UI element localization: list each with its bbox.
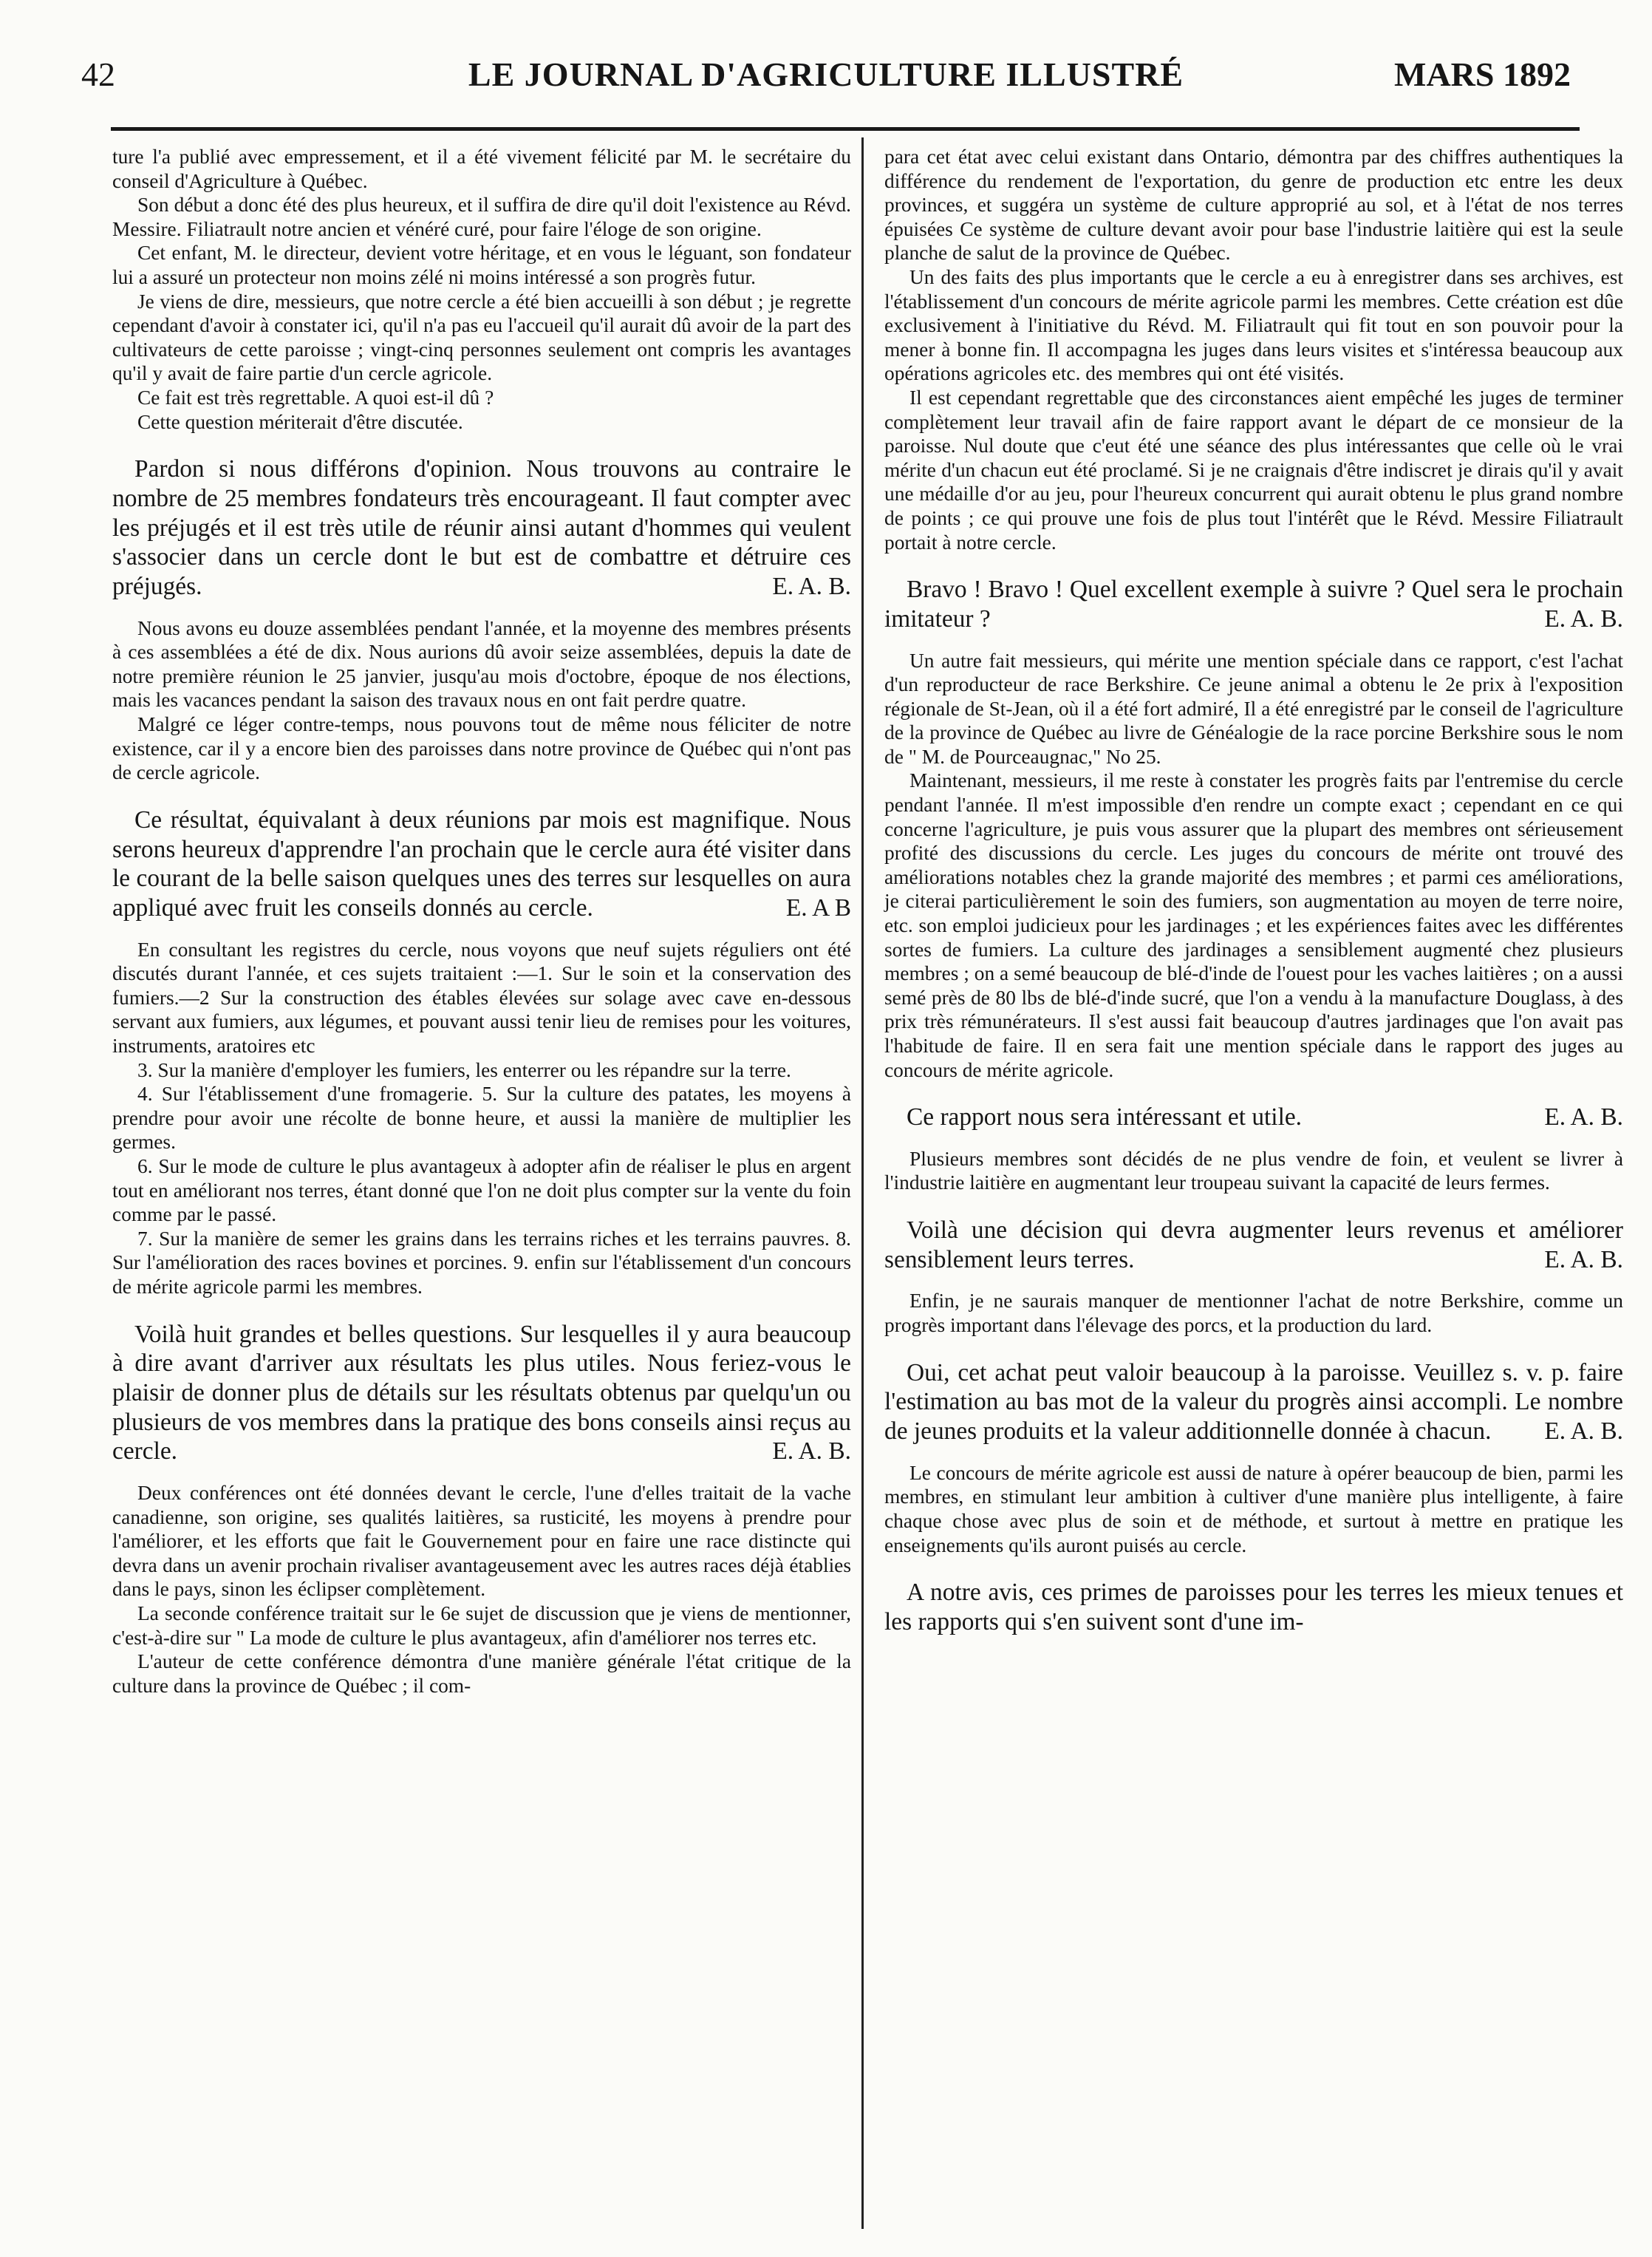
column-divider bbox=[861, 137, 864, 2229]
editor-signature: E. A. B. bbox=[772, 1437, 851, 1465]
comment-text: Voilà une décision qui devra augmenter leurs revenus et améliorer sensiblement leurs terres. bbox=[884, 1216, 1623, 1273]
comment-text: Oui, cet achat peut valoir beaucoup à la paroisse. Veuillez s. v. p. faire l'estimation au bas mot de la valeur du progrès ainsi accompli. Le nombre de jeunes produits et la valeur additionnelle donnée à chacun. bbox=[884, 1358, 1623, 1446]
issue-date: MARS 1892 bbox=[1394, 55, 1571, 93]
comment-text: A notre avis, ces primes de paroisses pour les terres les mieux tenues et les rapports qui s'en suivent sont d'une im- bbox=[884, 1579, 1623, 1635]
journal-title: LE JOURNAL D'AGRICULTURE ILLUSTRÉ bbox=[468, 55, 1184, 93]
header-rule bbox=[111, 127, 1580, 131]
comment-text: Bravo ! Bravo ! Quel excellent exemple à suivre ? Quel sera le prochain imitateur ? bbox=[884, 576, 1623, 633]
right-column bbox=[884, 145, 1623, 1637]
report-paragraph: Malgré ce léger contre-temps, nous pouvons tout de même nous féliciter de notre existence, car il y a encore bien des paroisses dans notre province de Québec qui n'ont pas de cercle agricole. bbox=[112, 713, 851, 784]
page-header bbox=[81, 38, 1571, 120]
comment-text: Ce résultat, équivalant à deux réunions par mois est magnifique. Nous serons heureux d'apprendre l'an prochain que le cercle aura été visiter dans le courant de la belle saison quelques unes des terres sur lesquelles on aura appliqué avec fruit les conseils donnés au cercle. bbox=[112, 806, 851, 922]
editor-comment bbox=[112, 455, 851, 602]
report-paragraph: Deux conférences ont été données devant le cercle, l'une d'elles traitait de la vache canadienne, son origine, ses qualités laitières, sa rusticité, les moyens à prendre pour l'améliorer, et les efforts que fait le Gouvernement pour en faire une race distincte qui devra dans un avenir prochain rivaliser avantageusement avec les autres races déjà établies dans le pays, sinon les éclipser complètement. bbox=[112, 1482, 851, 1601]
left-column bbox=[112, 145, 851, 1698]
report-paragraph: Le concours de mérite agricole est aussi de nature à opérer beaucoup de bien, parmi les membres, en stimulant leur ambition à cultiver d'une manière plus intelligente, à faire chaque chose avec plus de soin et de méthode, et surtout à mettre en pratique les enseignements qu'ils auront puisés au cercle. bbox=[884, 1461, 1623, 1556]
report-paragraph: L'auteur de cette conférence démontra d'une manière générale l'état critique de la culture dans la province de Québec ; il com- bbox=[112, 1650, 851, 1697]
editor-signature: E. A B bbox=[785, 893, 851, 922]
report-paragraph: ture l'a publié avec empressement, et il a été vivement félicité par M. le secrétaire du conseil d'Agriculture à Québec. bbox=[112, 146, 851, 192]
editor-comment bbox=[112, 806, 851, 923]
report-paragraph: 4. Sur l'établissement d'une fromagerie. 5. Sur la culture des patates, les moyens à prendre pour avoir une récolte de bonne heure, et aussi la manière de multiplier les germes. bbox=[112, 1083, 851, 1154]
report-paragraph: Cet enfant, M. le directeur, devient votre héritage, et en vous le léguant, son fondateur lui a assuré un protecteur non moins zélé ni moins intéressé a son progrès futur. bbox=[112, 242, 851, 288]
report-paragraph: Il est cependant regrettable que des circonstances aient empêché les juges de terminer complètement leur travail afin de faire rapport avant le départ de ce monsieur de la paroisse. Nul doute que c'eut été une séance des plus intéressantes que celle où le vrai mérite d'un chacun eut été proclamé. Si je ne craignais d'être indiscret je dirais qu'il y avait une médaille d'or au jeu, pour l'heureux concurrent qui aurait obtenu le plus grand nombre de points ; ce qui prouve une fois de plus tout l'intérêt que le Révd. Messire Filiatrault portait à notre cercle. bbox=[884, 386, 1623, 554]
comment-text: Pardon si nous différons d'opinion. Nous trouvons au contraire le nombre de 25 membres fondateurs très encourageant. Il faut compter avec les préjugés et il est très utile de réunir ainsi autant d'hommes qui veulent s'associer dans un cercle dont le but est de combattre et détruire ces préjugés. bbox=[112, 455, 851, 600]
report-paragraph: Son début a donc été des plus heureux, et il suffira de dire qu'il doit l'existence au Révd. Messire. Filiatrault notre ancien et vénéré curé, pour faire l'éloge de son origine. bbox=[112, 194, 851, 240]
editor-comment bbox=[884, 1578, 1623, 1636]
editor-comment bbox=[884, 575, 1623, 633]
report-paragraph: Un autre fait messieurs, qui mérite une mention spéciale dans ce rapport, c'est l'achat d'un reproducteur de race Berkshire. Ce jeune animal a obtenu le 2e prix à l'exposition régionale de St-Jean, où il a été fort admiré, Il a été enregistré par le conseil de l'agriculture de la province de Québec au livre de Généalogie de la race porcine Berkshire sous le nom de " M. de Pourceaugnac," No 25. bbox=[884, 649, 1623, 768]
editor-comment bbox=[112, 1320, 851, 1467]
report-paragraph: 7. Sur la manière de semer les grains dans les terrains riches et les terrains pauvres. 8. Sur l'amélioration des races bovines et porcines. 9. enfin sur l'établissement d'un concours de mérite agricole parmi les membres. bbox=[112, 1227, 851, 1298]
editor-comment bbox=[884, 1216, 1623, 1274]
report-paragraph: En consultant les registres du cercle, nous voyons que neuf sujets réguliers ont été discutés durant l'année, et ces sujets traitaient :—1. Sur le soin et la conservation des fumiers.—2 Sur la construction des étables élevées sur solage avec cave en-dessous servant aux fumiers, aux légumes, et pouvant aussi tenir lieu de remises pour les voitures, instruments, aratoires etc bbox=[112, 938, 851, 1057]
comment-text: Voilà huit grandes et belles questions. Sur lesquelles il y aura beaucoup à dire avant d'arriver aux résultats les plus utiles. Nous feriez-vous le plaisir de donner plus de détails sur les résultats obtenus par quelqu'un ou plusieurs de vos membres dans la pratique des bons conseils ainsi reçus au cercle. bbox=[112, 1320, 851, 1465]
report-paragraph: 3. Sur la manière d'employer les fumiers, les enterrer ou les répandre sur la terre. bbox=[137, 1058, 791, 1081]
editor-comment bbox=[884, 1358, 1623, 1446]
editor-signature: E. A. B. bbox=[772, 572, 851, 600]
comment-text: Ce rapport nous sera intéressant et utile. bbox=[907, 1103, 1303, 1131]
report-paragraph: para cet état avec celui existant dans Ontario, démontra par des chiffres authentiques la différence du rendement de l'exportation, du genre de production etc entre les deux provinces, et suggéra un système de culture approprié au sol, et à l'état de nos terres épuisées Ce système de culture devant avoir pour base l'industrie laitière qui est la seule planche de salut de la province de Québec. bbox=[884, 146, 1623, 265]
report-paragraph: Cette question mériterait d'être discutée. bbox=[137, 410, 463, 433]
report-paragraph: La seconde conférence traitait sur le 6e sujet de discussion que je viens de mentionner, c'est-à-dire sur " La mode de culture le plus avantageux, afin d'améliorer nos terres etc. bbox=[112, 1602, 851, 1649]
report-paragraph: Un des faits des plus importants que le cercle a eu à enregistrer dans ses archives, est l'établissement d'un concours de mérite agricole parmi les membres. Cette création est dûe exclusivement à l'initiative du Révd. M. Filiatrault qui fit tout en son pouvoir pour la mener à bonne fin. Il accompagna les juges dans leurs visites et s'intéressa beaucoup aux opérations agricoles etc. des membres qui ont été visités. bbox=[884, 265, 1623, 385]
editor-signature: E. A. B. bbox=[1544, 1245, 1623, 1273]
report-paragraph: 6. Sur le mode de culture le plus avantageux à adopter afin de réaliser le plus en argent tout en améliorant nos terres, étant donné que l'on ne doit plus compter sur la vente du foin comme par le passé. bbox=[112, 1154, 851, 1226]
report-paragraph: Nous avons eu douze assemblées pendant l'année, et la moyenne des membres présents à ces assemblées a été de dix. Nous aurions dû avoir seize assemblées, depuis la date de notre première réunion le 25 janvier, jusqu'au mois d'octobre, époque de nos élections, mais les vacances pendant la saison des travaux nous en ont fait perdre quatre. bbox=[112, 616, 851, 712]
editor-signature: E. A. B. bbox=[1544, 1103, 1623, 1131]
report-paragraph: Plusieurs membres sont décidés de ne plus vendre de foin, et veulent se livrer à l'industrie laitière en augmentant leur troupeau suivant la capacité de leurs fermes. bbox=[884, 1147, 1623, 1194]
editor-signature: E. A. B. bbox=[1544, 1417, 1623, 1446]
report-paragraph: Ce fait est très regrettable. A quoi est-il dû ? bbox=[137, 386, 494, 409]
editor-comment bbox=[884, 1103, 1623, 1132]
page-number: 42 bbox=[81, 55, 115, 93]
report-paragraph: Je viens de dire, messieurs, que notre cercle a été bien accueilli à son début ; je regrette cependant d'avoir à constater ici, qu'il n'a pas eu l'accueil qu'il aurait dû avoir de la part des cultivateurs de cette paroisse ; vingt-cinq personnes seulement ont compris les avantages qu'il y avait de faire partie d'un cercle agricole. bbox=[112, 290, 851, 385]
report-paragraph: Enfin, je ne saurais manquer de mentionner l'achat de notre Berkshire, comme un progrès important dans l'élevage des porcs, et la production du lard. bbox=[884, 1290, 1623, 1337]
report-paragraph: Maintenant, messieurs, il me reste à constater les progrès faits par l'entremise du cercle pendant l'année. Il m'est impossible d'en rendre un compte exact ; cependant en ce qui concerne l'agriculture, je puis vous assurer que la plupart des membres ont sérieusement profité des discussions du cercle. Les juges du concours de mérite ont trouvé des améliorations notables chez la grande majorité des membres ; et parmi ces améliorations, je citerai particulièrement le soin des fumiers, son augmentation au moyen de terre noire, etc. son emploi judicieux pour les jardinages ; et les expériences faites avec les différentes sortes de fumiers. La culture des jardinages a sensiblement augmenté chez plusieurs membres ; on a semé beaucoup de blé-d'inde de l'ouest pour les vaches laitières ; on a aussi semé près de 80 lbs de blé-d'inde sucré, que l'on a vendu à la manufacture Douglass, à des prix très rémunérateurs. Il s'est aussi fait beaucoup d'autres jardinages que l'on avait pas l'habitude de faire. Il en sera fait une mention spéciale dans le rapport des juges au concours de mérite agricole. bbox=[884, 769, 1623, 1081]
editor-signature: E. A. B. bbox=[1544, 605, 1623, 633]
